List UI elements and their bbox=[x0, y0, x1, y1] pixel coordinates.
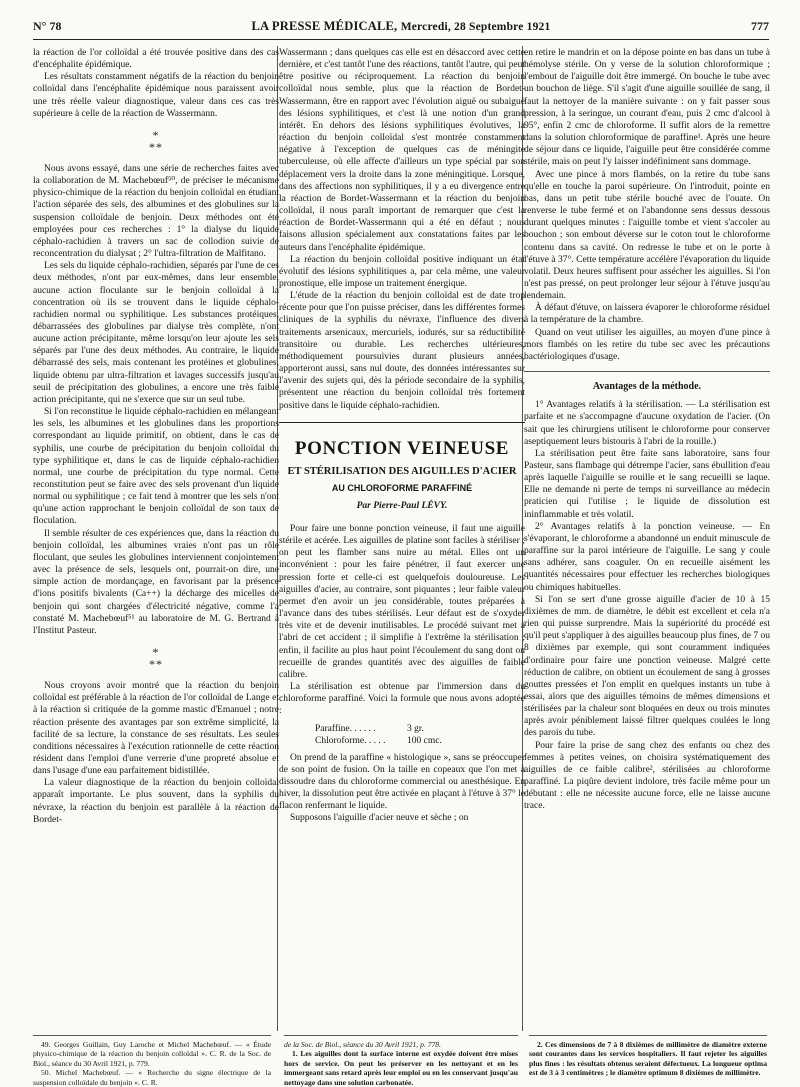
paragraph: Nous croyons avoir montré que la réaction du benjoin colloïdal est préférable à la réaction de l'or colloïdal de Lange et à la réaction si critiquée de la gomme mastic d'Emanuel ; notre réaction présente des avantages par son extrême simplicité, la facilité de sa lecture, la constance de ses résultats. Les seules conditions nécessaires à l'exécution rationnelle de cette réaction résident dans l'emploi d'une verrerie d'une propreté absolue et dans l'usage d'une eau parfaitement bidistillée. bbox=[33, 681, 279, 777]
formula-row bbox=[315, 735, 525, 747]
formula-quantity: 100 cmc. bbox=[407, 735, 442, 746]
paragraph: Les sels du liquide céphalo-rachidien, séparés par l'une de ces deux méthodes, n'ont par eux-mêmes, dans leur ensemble, aucune action floculante sur le benjoin colloïdal à la concentration où ils se trouvent dans le liquide céphalo-rachidien normal ou syphilitique. Les substances protéiques, débarrassées des globulines par dialyse très complète, n'ont aucune action précipitante, même lorsqu'on leur ajoute les sels séparés par l'une des deux méthodes. Au contraire, le liquide débarrassé des sels, mais contenant les protéines et globulines, liquide obtenu par ultra-filtration et lavages successifs jusqu'au seuil de précipitation des globulines, a encore une très faible action précipitante, qui ne s'exerce que sur un seul tube. bbox=[33, 261, 279, 405]
column-right bbox=[524, 47, 770, 813]
header-rule bbox=[33, 39, 769, 40]
issue-date: Mercredi, 28 Septembre 1921 bbox=[400, 21, 551, 33]
section-separator: * ** bbox=[149, 645, 163, 672]
paragraph: Avec une pince à mors flambés, on la retire du tube sans qu'elle en touche la paroi supérieure. On l'introduit, pointe en bas, dans un petit tube stérile bouché avec de l'ouate. On renverse le tube fermé et on l'abandonne sens dessus dessous durant quelques minutes : l'aiguille tombe et vient s'accoler au bouchon ; son embout déverse sur le coton tout le chloroforme contenu dans sa cavité. On redresse le tube et on le porte à l'étuve à 37°. Cette température accélère l'évaporation du liquide volatil. Deux heures suffisent pour assécher les aiguilles. Si l'on n'est pas pressé, on peut prolonger leur séjour à l'étuve jusqu'au lendemain. bbox=[524, 169, 770, 302]
paragraph: en retire le mandrin et on la dépose pointe en bas dans un tube à hémolyse stérile. On y verse de la solution chloroformique ; l'embout de l'aiguille doit être immergé. On bouche le tube avec un bouchon de liège. S'il s'agit d'une aiguille souillée de sang, il faut la nettoyer de la manière suivante : on y fait passer sous pression, à la seringue, un courant d'eau, puis 2 cmc d'alcool à 95°, enfin 2 cmc de chloroforme. Il suffit alors de la remettre dans la solution chloroformique de paraffine¹. Après une heure de séjour dans ce liquide, l'aiguille peut être considérée comme stérile, mais on peut l'y laisser indéfiniment sans dommage. bbox=[524, 48, 770, 168]
footnote: 2. Ces dimensions de 7 à 8 dixièmes de millimètre de diamètre externe sont courantes dans les services hospitaliers. Il faut rejeter les aiguilles plus fines : les résultats obtenus seraient défectueux. La longueur optima est de 3 à 3 centimètres ; le diamètre optimum 8 dixièmes de millimètre. bbox=[529, 1040, 767, 1078]
paragraph: Pour faire la prise de sang chez des enfants ou chez des femmes à petites veines, on choisira systématiquement des aiguilles de ce faible calibre², stérilisées au chloroforme paraffiné. La piqûre devient indolore, très facile même pour un débutant : elle ne nécessite aucune force, elle ne laisse aucune trace. bbox=[524, 740, 770, 812]
section-rule bbox=[524, 371, 770, 372]
formula-row bbox=[315, 723, 525, 735]
masthead bbox=[33, 19, 769, 34]
article-subtitle-2: AU CHLOROFORME PARAFFINÉ bbox=[331, 482, 473, 493]
paragraph: La stérilisation est obtenue par l'immersion dans du chloroforme paraffiné. Voici la formule que nous avons adoptée : bbox=[279, 682, 525, 717]
paragraph: La stérilisation peut être faite sans laboratoire, sans four Pasteur, sans flambage qui détrempe l'acier, sans ébullition d'eau après laquelle l'aiguille se rouille et le sang recueilli se laque. Elle ne demande ni perte de temps ni surveillance au médecin praticien qui l'utilise ; le liquide de dissolution est ininflammable et très volatil. bbox=[524, 448, 770, 520]
paragraph: 2° Avantages relatifs à la ponction veineuse. — En s'évaporant, le chloroforme a abandonné un enduit minuscule de paraffine sur la paroi intérieure de l'aiguille. Le sang y coule sans adhérer, sans coaguler. On en recueille aisément les quantités nécessaires pour effectuer les recherches biologiques ou chimiques habituelles. bbox=[524, 521, 770, 593]
footnote: 50. Michel Machebœuf. — « Recherche du signe électrique de la suspension colloïdale du benjoin ». C. R. bbox=[33, 1068, 271, 1087]
formula-ingredient: Paraffine. . . . . . bbox=[315, 723, 376, 734]
footnote: 49. Georges Guillain, Guy Laroche et Michel Machebœuf. — « Étude physico-chimique de la réaction du benjoin colloïdal ». C. R. de la Soc. de Biol., séance du 30 Avril 1921, p. 779. bbox=[33, 1040, 271, 1068]
paragraph: 1° Avantages relatifs à la stérilisation. — La stérilisation est parfaite et ne s'accompagne d'aucune oxydation de l'acier. (On sait que les chirurgiens utilisent le chloroforme pour conserver aseptiquement leurs bistouris à l'abri de la rouille.) bbox=[524, 400, 770, 447]
paragraph: Pour faire une bonne ponction veineuse, il faut une aiguille stérile et acérée. Les aiguilles de platine sont faciles à stériliser ; on peut les flamber sans nuire au métal. Elles ont un inconvénient : pour les faire pénétrer, il faut exercer une pression forte et celle-ci est quelquefois douloureuse. Les aiguilles d'acier, au contraire, sont piquantes ; leur faible valeur permet d'en avoir un jeu considérable, toutes préparées à l'avance dans des tubes stérilisés. Leur défaut est de s'oxyder très vite et de devenir inutilisables. Le procédé suivant met à l'abri de cet accident ; il simplifie à l'extrême la stérilisation ; enfin, il facilite au plus haut point l'écoulement du sang dont on recueille de grandes quantités avec des aiguilles de faible calibre. bbox=[279, 524, 525, 680]
footnote-rule bbox=[33, 1035, 271, 1036]
formula-ingredient: Chloroforme. . . . . bbox=[315, 735, 386, 746]
section-heading: Avantages de la méthode. bbox=[592, 381, 702, 393]
paragraph: Wassermann ; dans quelques cas elle est en désaccord avec cette dernière, et c'est tantôt l'une des réactions, tantôt l'autre, qui peut être positive ou réciproquement. La réaction du benjoin colloïdal nous semble, plus que la réaction de Bordet-Wassermann, être en rapport avec l'évolution aiguë ou subaiguë des lésions syphilitiques, et c'est là une notion d'un grand intérêt. En dehors des lésions syphilitiques évolutives, la réaction du benjoin colloïdal s'est montrée constamment négative à l'exception de quelques cas de méningite tuberculeuse, où elle affecte d'ailleurs un type spécial par son déplacement vers la droite dans la zone méningitique. Lorsque, dans des affections non syphilitiques, il y a eu divergence entre la réaction de Bordet-Wassermann et la réaction du benjoin colloïdal, il nous paraît important de remarquer que c'est la réaction de Bordet-Wassermann qui a été en défaut ; nous faisons allusion spécialement aux constatations faites par les auteurs dans l'encéphalite épidémique. bbox=[279, 48, 525, 253]
article-subtitle: ET STÉRILISATION DES AIGUILLES D'ACIER bbox=[287, 465, 517, 477]
article-author: Par Pierre-Paul LÉVY. bbox=[356, 500, 448, 511]
page-number: 777 bbox=[751, 19, 769, 33]
paragraph: L'étude de la réaction du benjoin colloïdal est de date trop récente pour que l'on puisse préciser, dans les différentes formes cliniques de la syphilis du névraxe, l'influence des divers traitements arsenicaux, mercuriels, iodurés, sur sa réductibilité transitoire ou durable. Les recherches ultérieures, méthodiquement poursuivies durant plusieurs années, apporteront aussi, sans nul doute, des données intéressantes sur l'avenir des sujets qui, dès la période secondaire de la syphilis, présentent une réaction du benjoin colloïdal très fortement positive dans le liquide céphalo-rachidien. bbox=[279, 291, 525, 411]
paragraph: La réaction du benjoin colloïdal positive indiquant un état évolutif des lésions syphilitiques a, par cela même, une valeur pronostique, elle impose un traitement énergique. bbox=[279, 254, 525, 289]
issue-number: N° 78 bbox=[33, 19, 62, 33]
paragraph: On prend de la paraffine « histologique », sans se préoccuper de son point de fusion. On la taille en copeaux que l'on met à dissoudre dans du chloroforme commercial ou anesthésique. En hiver, la dissolution peut être activée en plaçant à l'étuve à 37° le flacon renfermant le liquide. bbox=[279, 752, 525, 812]
paragraph: Si l'on se sert d'une grosse aiguille d'acier de 10 à 15 dixièmes de mm. de diamètre, le débit est excellent et cela n'a rien qui puisse surprendre. Mais la supériorité du procédé est qu'il peut s'appliquer à des aiguilles beaucoup plus fines, de 7 ou 8 dixièmes par exemple, qui sont couramment indiquées d'ordinaire pour faire une ponction veineuse. Malgré cette réduction de calibre, on obtient un écoulement de sang à grosses gouttes pressées et l'on emplit en quelques instants un tube à essai, alors que des aiguilles témoins de mêmes dimensions et stérilisées par la chaleur sont bloquées en deux ou trois minutes après avoir péniblement laissé filtrer quelques coulées le long des parois du tube. bbox=[524, 594, 770, 739]
column-middle bbox=[279, 47, 525, 824]
paragraph: Quand on veut utiliser les aiguilles, au moyen d'une pince à mors flambés on les retire du tube sec avec les précautions bactériologiques d'usage. bbox=[524, 327, 770, 362]
paragraph: la réaction de l'or colloïdal a été trouvée positive dans des cas d'encéphalite épidémique. bbox=[33, 48, 279, 71]
article-title: PONCTION VEINEUSE bbox=[294, 437, 510, 459]
formula bbox=[315, 723, 525, 747]
paragraph: La valeur diagnostique de la réaction du benjoin colloïdal apparaît importante. Le plus souvent, dans la syphilis du névraxe, la réaction du benjoin est parallèle à la réaction de Bordet- bbox=[33, 778, 279, 825]
paragraph: Si l'on reconstitue le liquide céphalo-rachidien en mélangeant les sels, les albumines et les globulines dans les proportions correspondant au liquide primitif, on obtient, dans le cas de syphilis, une courbe de précipitation du benjoin colloïdal du type syphilitique et, dans le cas de liquide céphalo-rachidien normal, une courbe de précipitation du type normal. Cette reconstitution peut se faire avec des sels provenant d'un liquide normal ou syphilitique ; ce fait tend à montrer que les sels n'ont qu'une action rapprochant le benjoin colloïdal de son taux de floculation. bbox=[33, 407, 279, 527]
footnotes-middle bbox=[284, 1040, 518, 1087]
paragraph: Il semble résulter de ces expériences que, dans la réaction du benjoin colloïdal, les albumines vraies n'ont pas un rôle floculant, que seules les globulines interviennent conjointement avec la présence de sels, lesquels ont, pourrait-on dire, une simple action de mordançage, en favorisant par la présence d'ions positifs bivalents (Ca++) la décharge des micelles de benjoin qui sont chargées d'électricité négative, comme l'a constaté M. Machebœuf⁵¹ au laboratoire de M. G. Bertrand à l'Institut Pasteur. bbox=[33, 528, 279, 636]
footnotes-left bbox=[33, 1040, 271, 1087]
section-separator: * ** bbox=[149, 127, 163, 154]
page-header bbox=[33, 16, 769, 36]
paragraph: À défaut d'étuve, on laissera évaporer le chloroforme résiduel à la température de la chambre. bbox=[524, 303, 770, 326]
formula-quantity: 3 gr. bbox=[407, 723, 424, 734]
footnote-rule bbox=[284, 1035, 518, 1036]
footnote-rule bbox=[529, 1035, 767, 1036]
footnote: de la Soc. de Biol., séance du 30 Avril 1921, p. 778. bbox=[284, 1040, 441, 1049]
paragraph: Les résultats constamment négatifs de la réaction du benjoin colloïdal dans l'encéphalite épidémique nous paraissent avoir une très réelle valeur diagnostique, valeur dans ces cas très supérieure à celle de la réaction de Wassermann. bbox=[33, 72, 279, 119]
column-left bbox=[33, 47, 279, 826]
paragraph: Nous avons essayé, dans une série de recherches faites avec la collaboration de M. Machebœuf⁵⁰, de préciser le mécanisme physico-chimique de la réaction du benjoin colloïdal en étudiant l'action séparée des sels, des albumines et des globulines sur la suspension colloïdale de benjoin. Deux méthodes ont été employées pour ces recherches : 1° la dialyse du liquide céphalo-rachidien à travers un sac de collodion suivie de reconcentration du dialysat ; 2° l'ultra-filtration de Malfitano. bbox=[33, 163, 279, 260]
journal-name: LA PRESSE MÉDICALE, bbox=[251, 19, 398, 33]
footnote: 1. Les aiguilles dont la surface interne est oxydée doivent être mises hors de service. On peut les préserver en les nettoyant et en les immergeant sans retard après leur emploi ou en les conservant jusqu'au nettoyage dans une solution carbonatée. bbox=[284, 1049, 518, 1087]
article-header bbox=[279, 422, 525, 512]
footnotes-right bbox=[529, 1040, 767, 1078]
paragraph: Supposons l'aiguille d'acier neuve et sèche ; on bbox=[290, 813, 469, 824]
